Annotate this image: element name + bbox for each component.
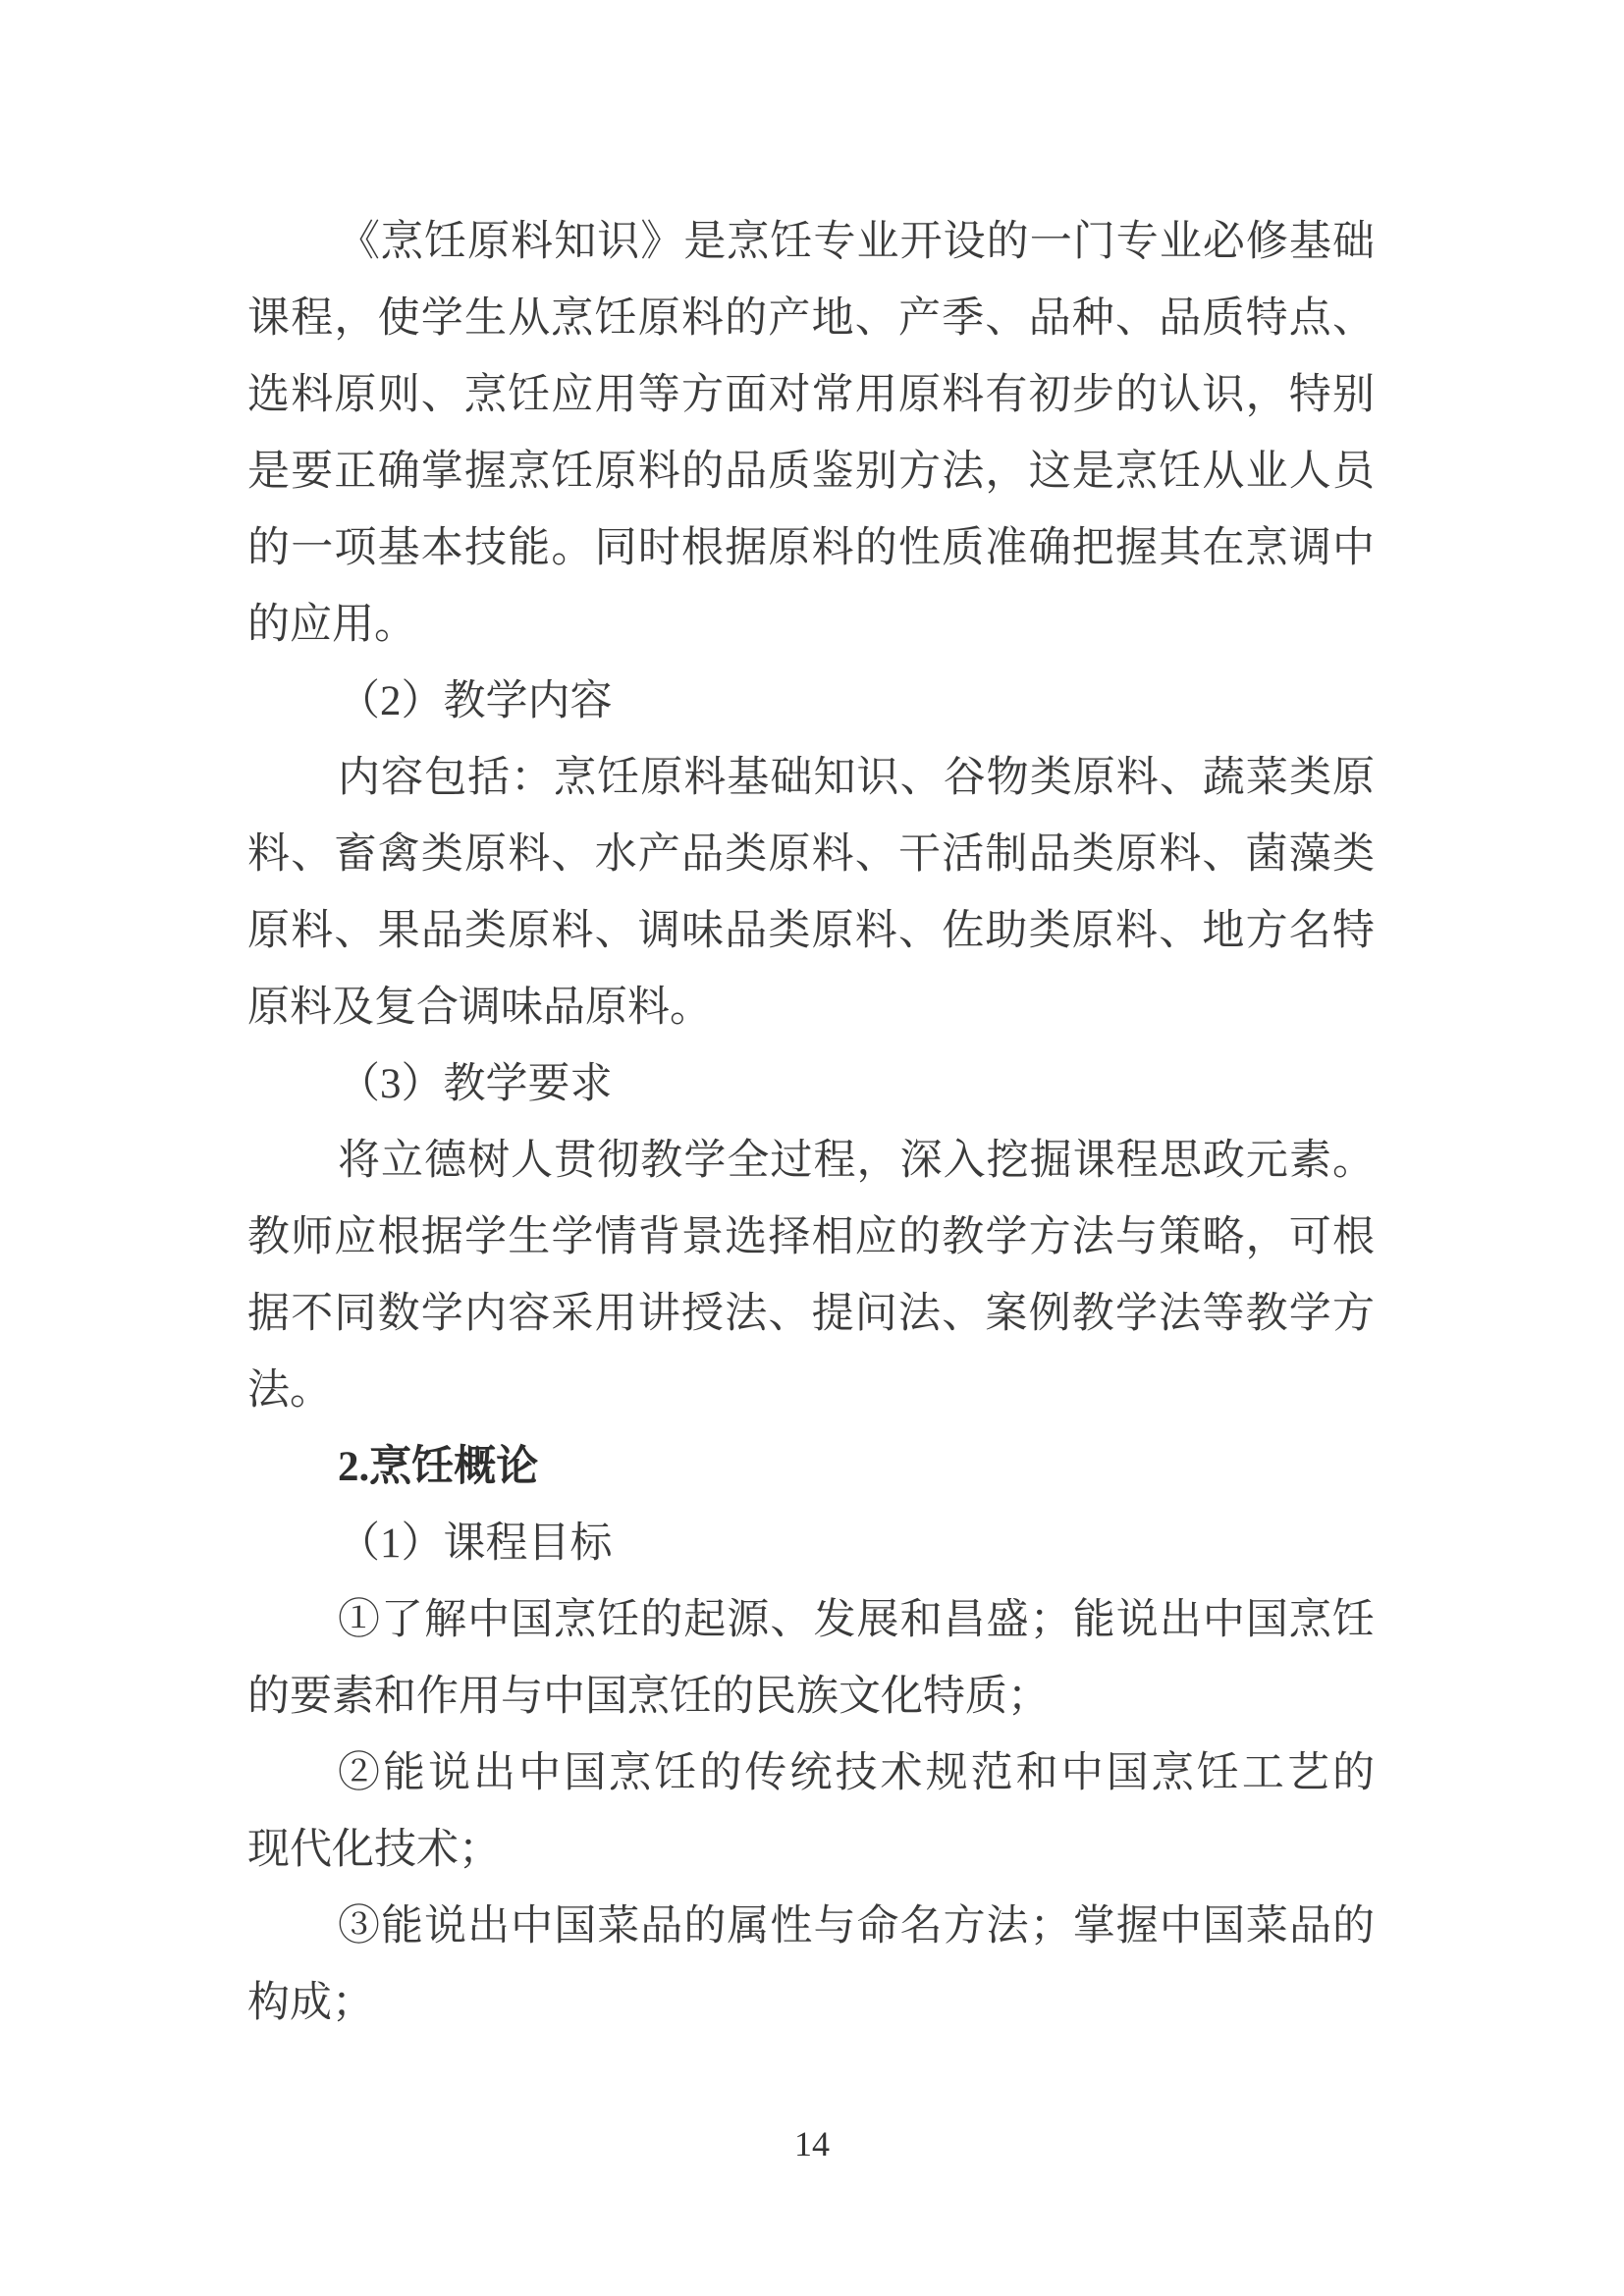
objective-1-line: 的要素和作用与中国烹饪的民族文化特质； bbox=[247, 1674, 1050, 1720]
subheading-teaching-content: （2）教学内容 bbox=[338, 678, 613, 724]
intro-paragraph-line: 的一项基本技能。同时根据原料的性质准确把握其在烹调中 bbox=[247, 525, 1375, 571]
requirements-paragraph-line: 将立德树人贯彻教学全过程，深入挖掘课程思政元素。 bbox=[338, 1138, 1375, 1184]
section-heading-cooking-overview: 2.烹饪概论 bbox=[338, 1444, 539, 1490]
intro-paragraph-line: 课程，使学生从烹饪原料的产地、产季、品种、品质特点、 bbox=[247, 295, 1375, 342]
requirements-paragraph-line: 教师应根据学生学情背景选择相应的教学方法与策略，可根 bbox=[247, 1214, 1375, 1260]
content-paragraph-line: 内容包括：烹饪原料基础知识、谷物类原料、蔬菜类原 bbox=[338, 755, 1375, 801]
objective-1-line: ①了解中国烹饪的起源、发展和昌盛；能说出中国烹饪 bbox=[338, 1597, 1375, 1643]
subheading-course-objectives: （1）课程目标 bbox=[338, 1521, 613, 1567]
requirements-paragraph-line: 法。 bbox=[247, 1367, 332, 1414]
document-text-block bbox=[247, 204, 1375, 2042]
content-paragraph-line: 料、畜禽类原料、水产品类原料、干活制品类原料、菌藻类 bbox=[247, 831, 1375, 878]
objective-2-line: 现代化技术； bbox=[247, 1827, 501, 1873]
page-number: 14 bbox=[794, 2124, 830, 2163]
objective-2-line: ②能说出中国烹饪的传统技术规范和中国烹饪工艺的 bbox=[338, 1750, 1375, 1796]
intro-paragraph-line: 选料原则、烹饪应用等方面对常用原料有初步的认识，特别 bbox=[247, 372, 1375, 418]
content-paragraph-line: 原料及复合调味品原料。 bbox=[247, 985, 712, 1031]
objective-3-line: 构成； bbox=[247, 1980, 374, 2026]
content-paragraph-line: 原料、果品类原料、调味品类原料、佐助类原料、地方名特 bbox=[247, 908, 1375, 954]
intro-paragraph-line: 《烹饪原料知识》是烹饪专业开设的一门专业必修基础 bbox=[338, 219, 1375, 265]
objective-3-line: ③能说出中国菜品的属性与命名方法；掌握中国菜品的 bbox=[338, 1903, 1375, 1949]
intro-paragraph-line: 是要正确掌握烹饪原料的品质鉴别方法，这是烹饪从业人员 bbox=[247, 449, 1375, 495]
intro-paragraph-line: 的应用。 bbox=[247, 602, 416, 648]
subheading-teaching-requirements: （3）教学要求 bbox=[338, 1061, 613, 1107]
requirements-paragraph-line: 据不同数学内容采用讲授法、提问法、案例教学法等教学方 bbox=[247, 1291, 1375, 1337]
